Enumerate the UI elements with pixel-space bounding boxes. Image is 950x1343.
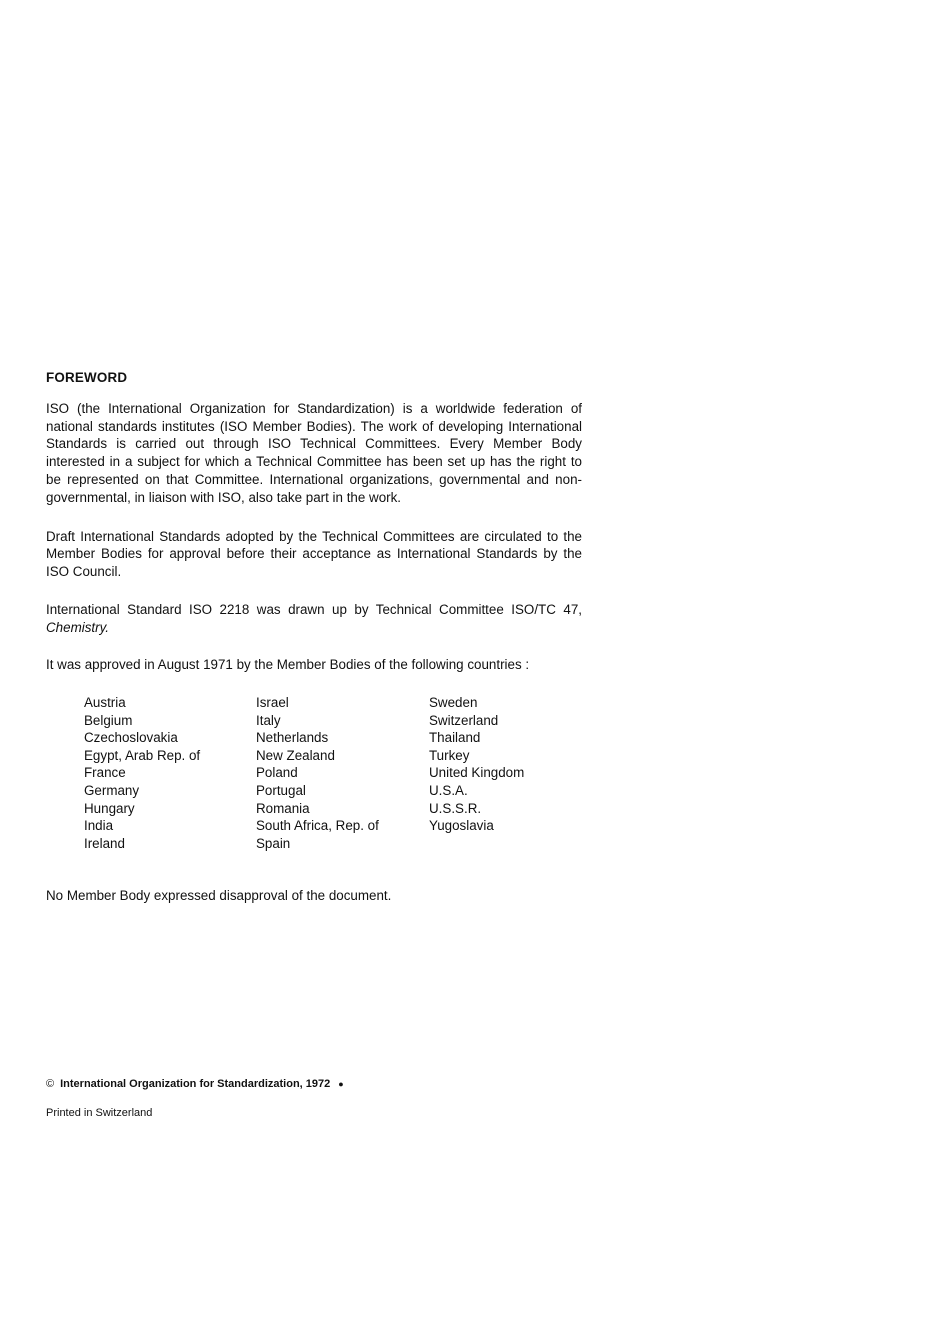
copyright-line (46, 1077, 344, 1091)
country-item: South Africa, Rep. of (256, 818, 379, 834)
country-item: Spain (256, 835, 291, 851)
country-column-1 (84, 694, 256, 852)
foreword-paragraph-1: ISO (the International Organization for Standardization) is a worldwide federation of national standards institutes (ISO Member Bodies). The work of developing International Standards is carried out through ISO Technical Committees. Every Member Body interested in a subject for which a Technical Committee has been set up has the right to be represented on that Committee. International organizations, governmental and non-governmental, in liaison with ISO, also take part in the work. (46, 400, 582, 505)
foreword-paragraph-4: It was approved in August 1971 by the Member Bodies of the following countries : (46, 656, 530, 672)
country-item: New Zealand (256, 747, 335, 763)
foreword-paragraph-2: Draft International Standards adopted by the Technical Committees are circulated to the Member Bodies for approval before their acceptance as International Standards by the ISO Council. (46, 528, 582, 580)
country-item: Czechoslovakia (84, 730, 178, 746)
country-column-2 (256, 694, 429, 852)
country-item: U.S.A. (429, 782, 468, 798)
country-item: Austria (84, 695, 126, 710)
country-item: India (84, 818, 114, 834)
country-item: France (84, 765, 126, 781)
country-item: Netherlands (256, 730, 329, 746)
copyright-icon: © (46, 1078, 55, 1090)
country-item: Romania (256, 800, 310, 816)
country-item: Switzerland (429, 712, 499, 728)
country-column-3 (429, 694, 554, 852)
copyright-text: International Organization for Standardization, 1972 (60, 1078, 331, 1090)
country-item: Belgium (84, 712, 133, 728)
country-item: Yugoslavia (429, 818, 494, 834)
foreword-section (46, 369, 582, 673)
foreword-heading: FOREWORD (46, 370, 128, 385)
country-item: Portugal (256, 782, 306, 798)
country-item: Hungary (84, 800, 135, 816)
printed-location: Printed in Switzerland (46, 1107, 153, 1119)
country-item: Italy (256, 712, 281, 728)
foreword-paragraph-3 (46, 601, 582, 637)
committee-name: Chemistry. (46, 619, 109, 635)
country-item: Turkey (429, 747, 470, 763)
country-item: Egypt, Arab Rep. of (84, 747, 201, 763)
country-item: Ireland (84, 835, 125, 851)
member-countries-list (84, 694, 554, 852)
country-item: Israel (256, 695, 289, 710)
country-item: U.S.S.R. (429, 800, 482, 816)
bullet-icon: ● (338, 1079, 344, 1089)
paragraph-3-text: International Standard ISO 2218 was drawn up by Technical Committee ISO/TC 47, (46, 601, 582, 617)
country-item: Poland (256, 765, 298, 781)
country-item: Germany (84, 782, 140, 798)
country-item: United Kingdom (429, 765, 525, 781)
closing-statement: No Member Body expressed disapproval of the document. (46, 888, 392, 904)
country-item: Thailand (429, 730, 481, 746)
country-item: Sweden (429, 695, 478, 710)
